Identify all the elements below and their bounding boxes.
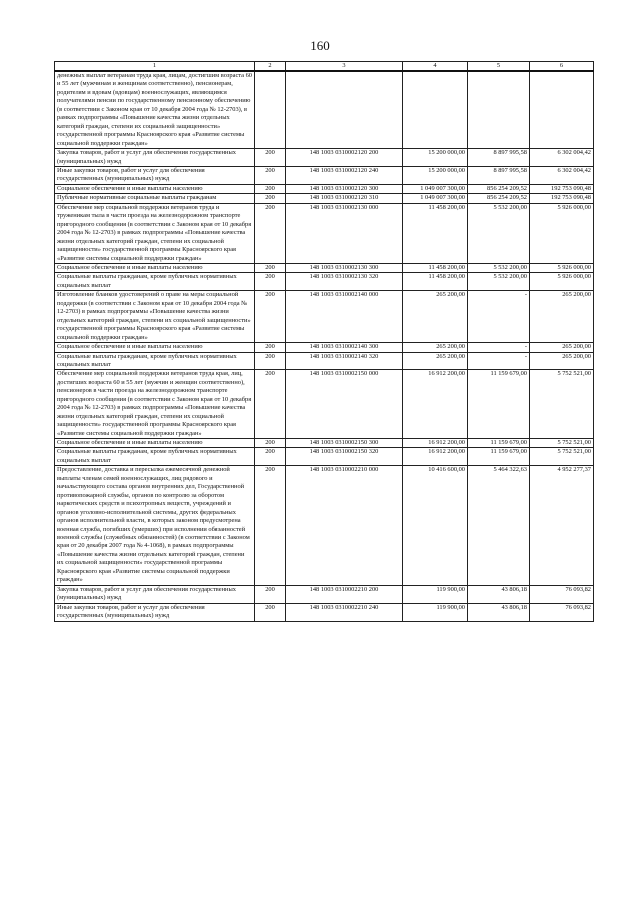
table-row: [55, 448, 594, 466]
row-code-cell: 148 1003 0310002130 320: [286, 273, 403, 291]
row-code-cell: 148 1003 0310002120 300: [286, 184, 403, 193]
row-remaining-sum-cell: [530, 71, 594, 149]
table-row: [55, 352, 594, 370]
row-code-cell: 148 1003 0310002210 200: [286, 585, 403, 603]
row-approved-sum-cell: 265 200,00: [403, 291, 468, 343]
row-executed-sum-cell: 5 532 200,00: [468, 263, 530, 272]
row-name-cell: Социальное обеспечение и иные выплаты населению: [55, 439, 255, 448]
column-header: 3: [286, 62, 403, 72]
row-approved-sum-cell: [403, 71, 468, 149]
row-name-cell: Обеспечение мер социальной поддержки ветеранов труда и труженикам тыла в части проезда на железнодорожном транспорте пригородного сообщения (в соответствии с Законом края от 10 декабря 2004 года № 12-2703) в рамках подпрограммы «Повышение качества жизни отдельных категорий граждан, степени их социальной защищенности» государственной программы Красноярского края «Развитие системы социальной поддержки граждан»: [55, 203, 255, 263]
page-number: 160: [310, 38, 330, 53]
column-header: 4: [403, 62, 468, 72]
row-name-cell: Социальное обеспечение и иные выплаты населению: [55, 263, 255, 272]
row-code-cell: [286, 71, 403, 149]
table-header-row: [55, 62, 594, 72]
row-executed-sum-cell: 856 254 209,52: [468, 194, 530, 203]
row-approved-sum-cell: 16 912 200,00: [403, 370, 468, 439]
table-row: [55, 370, 594, 439]
table-row: [55, 166, 594, 184]
row-kvr-cell: 200: [255, 166, 286, 184]
row-code-cell: 148 1003 0310002210 240: [286, 603, 403, 621]
row-executed-sum-cell: 11 159 679,00: [468, 370, 530, 439]
row-name-cell: Социальное обеспечение и иные выплаты населению: [55, 184, 255, 193]
table-row: [55, 263, 594, 272]
row-approved-sum-cell: 11 458 200,00: [403, 263, 468, 272]
row-kvr-cell: 200: [255, 585, 286, 603]
row-kvr-cell: 200: [255, 352, 286, 370]
table-row: [55, 273, 594, 291]
row-name-cell: Закупка товаров, работ и услуг для обеспечения государственных (муниципальных) нужд: [55, 149, 255, 167]
row-kvr-cell: 200: [255, 273, 286, 291]
row-remaining-sum-cell: 6 302 004,42: [530, 166, 594, 184]
row-approved-sum-cell: 1 049 007 300,00: [403, 184, 468, 193]
row-name-cell: Предоставление, доставка и пересылка ежемесячной денежной выплаты членам семей военнослужащих, лиц рядового и начальствующего состава органов внутренних дел, Государственной противопожарной службы, органов по контролю за оборотом наркотических средств и психотропных веществ, учреждений и органов уголовно-исполнительной системы, других федеральных органов исполнительной власти, в которых законом предусмотрена военная служба, погибших (умерших) при исполнении обязанностей военной службы (служебных обязанностей) (в соответствии с Законом края от 20 декабря 2007 года № 4-1068), в рамках подпрограммы «Повышение качества жизни отдельных категорий граждан, степени их социальной защищенности» государственной программы Красноярского края «Развитие системы социальной поддержки граждан»: [55, 466, 255, 585]
row-name-cell: денежных выплат ветеранам труда края, лицам, достигшим возраста 60 и 55 лет (мужчинам и женщинам соответственно), пенсионерам, родителям и вдовам (вдовцам) военнослужащих, являющимся получателями пенсии по государственному пенсионному обеспечению (в соответствии с Законом края от 10 декабря 2004 года № 12-2703), в рамках подпрограммы «Повышение качества жизни отдельных категорий граждан, степени их социальной защищенности» государственной программы Красноярского края «Развитие системы социальной поддержки граждан»: [55, 71, 255, 149]
row-remaining-sum-cell: 265 200,00: [530, 352, 594, 370]
row-remaining-sum-cell: 265 200,00: [530, 291, 594, 343]
row-approved-sum-cell: 1 049 007 300,00: [403, 194, 468, 203]
table-row: [55, 194, 594, 203]
table-row: [55, 466, 594, 585]
row-code-cell: 148 1003 0310002120 240: [286, 166, 403, 184]
row-remaining-sum-cell: 192 753 090,48: [530, 194, 594, 203]
row-name-cell: Иные закупки товаров, работ и услуг для обеспечения государственных (муниципальных) нужд: [55, 603, 255, 621]
column-header: 1: [55, 62, 255, 72]
row-name-cell: Изготовление бланков удостоверений о праве на меры социальной поддержки (в соответствии с Законом края от 10 декабря 2004 года № 12-2703) в рамках подпрограммы «Повышение качества жизни отдельных категорий граждан, степени их социальной защищенности» государственной программы Красноярского края «Развитие системы социальной поддержки граждан»: [55, 291, 255, 343]
row-remaining-sum-cell: 4 952 277,37: [530, 466, 594, 585]
row-name-cell: Социальные выплаты гражданам, кроме публичных нормативных социальных выплат: [55, 273, 255, 291]
table-row: [55, 203, 594, 263]
row-executed-sum-cell: 43 806,18: [468, 603, 530, 621]
row-kvr-cell: [255, 71, 286, 149]
row-name-cell: Иные закупки товаров, работ и услуг для обеспечения государственных (муниципальных) нужд: [55, 166, 255, 184]
row-code-cell: 148 1003 0310002140 320: [286, 352, 403, 370]
row-kvr-cell: 200: [255, 603, 286, 621]
row-executed-sum-cell: 5 464 322,63: [468, 466, 530, 585]
row-kvr-cell: 200: [255, 370, 286, 439]
row-name-cell: Социальные выплаты гражданам, кроме публичных нормативных социальных выплат: [55, 352, 255, 370]
row-name-cell: Социальные выплаты гражданам, кроме публичных нормативных социальных выплат: [55, 448, 255, 466]
row-code-cell: 148 1003 0310002150 300: [286, 439, 403, 448]
row-approved-sum-cell: 265 200,00: [403, 343, 468, 352]
row-remaining-sum-cell: 5 752 521,00: [530, 439, 594, 448]
row-kvr-cell: 200: [255, 194, 286, 203]
row-code-cell: 148 1003 0310002140 300: [286, 343, 403, 352]
row-executed-sum-cell: 43 806,18: [468, 585, 530, 603]
table-row: [55, 184, 594, 193]
row-approved-sum-cell: 119 900,00: [403, 585, 468, 603]
row-kvr-cell: 200: [255, 184, 286, 193]
row-kvr-cell: 200: [255, 263, 286, 272]
row-executed-sum-cell: -: [468, 343, 530, 352]
row-approved-sum-cell: 11 458 200,00: [403, 273, 468, 291]
row-name-cell: Обеспечение мер социальной поддержки ветеранов труда края, лиц, достигших возраста 60 и 55 лет (мужчин и женщин соответственно), пенсионеров в части проезда на железнодорожном транспорте пригородного сообщения (в соответствии с Законом края от 10 декабря 2004 года № 12-2703) в рамках подпрограммы «Повышение качества жизни отдельных категорий граждан, степени их социальной защищенности» государственной программы Красноярского края «Развитие системы социальной поддержки граждан»: [55, 370, 255, 439]
row-remaining-sum-cell: 5 752 521,00: [530, 370, 594, 439]
row-code-cell: 148 1003 0310002130 000: [286, 203, 403, 263]
row-remaining-sum-cell: 5 926 000,00: [530, 203, 594, 263]
row-remaining-sum-cell: 5 752 521,00: [530, 448, 594, 466]
column-header: 5: [468, 62, 530, 72]
row-code-cell: 148 1003 0310002140 000: [286, 291, 403, 343]
row-executed-sum-cell: -: [468, 352, 530, 370]
row-remaining-sum-cell: 76 093,82: [530, 603, 594, 621]
row-code-cell: 148 1003 0310002120 310: [286, 194, 403, 203]
row-approved-sum-cell: 265 200,00: [403, 352, 468, 370]
row-remaining-sum-cell: 6 302 004,42: [530, 149, 594, 167]
row-executed-sum-cell: [468, 71, 530, 149]
table-row: [55, 149, 594, 167]
row-remaining-sum-cell: 5 926 000,00: [530, 273, 594, 291]
row-executed-sum-cell: 8 897 995,58: [468, 149, 530, 167]
row-executed-sum-cell: 5 532 200,00: [468, 273, 530, 291]
row-kvr-cell: 200: [255, 343, 286, 352]
row-executed-sum-cell: 8 897 995,58: [468, 166, 530, 184]
row-name-cell: Социальное обеспечение и иные выплаты населению: [55, 343, 255, 352]
row-approved-sum-cell: 15 200 000,00: [403, 166, 468, 184]
row-code-cell: 148 1003 0310002150 320: [286, 448, 403, 466]
budget-table: [54, 61, 594, 622]
column-header: 6: [530, 62, 594, 72]
column-header: 2: [255, 62, 286, 72]
row-name-cell: Публичные нормативные социальные выплаты гражданам: [55, 194, 255, 203]
row-approved-sum-cell: 16 912 200,00: [403, 439, 468, 448]
row-code-cell: 148 1003 0310002120 200: [286, 149, 403, 167]
row-kvr-cell: 200: [255, 439, 286, 448]
row-kvr-cell: 200: [255, 466, 286, 585]
row-executed-sum-cell: 11 159 679,00: [468, 439, 530, 448]
table-row: [55, 71, 594, 149]
table-row: [55, 291, 594, 343]
row-approved-sum-cell: 11 458 200,00: [403, 203, 468, 263]
row-remaining-sum-cell: 5 926 000,00: [530, 263, 594, 272]
row-kvr-cell: 200: [255, 291, 286, 343]
row-kvr-cell: 200: [255, 149, 286, 167]
row-executed-sum-cell: -: [468, 291, 530, 343]
row-remaining-sum-cell: 76 093,82: [530, 585, 594, 603]
row-executed-sum-cell: 856 254 209,52: [468, 184, 530, 193]
row-name-cell: Закупка товаров, работ и услуг для обеспечения государственных (муниципальных) нужд: [55, 585, 255, 603]
row-remaining-sum-cell: 265 200,00: [530, 343, 594, 352]
row-code-cell: 148 1003 0310002150 000: [286, 370, 403, 439]
table-row: [55, 343, 594, 352]
row-approved-sum-cell: 10 416 600,00: [403, 466, 468, 585]
row-executed-sum-cell: 11 159 679,00: [468, 448, 530, 466]
row-code-cell: 148 1003 0310002210 000: [286, 466, 403, 585]
row-code-cell: 148 1003 0310002130 300: [286, 263, 403, 272]
row-approved-sum-cell: 15 200 000,00: [403, 149, 468, 167]
row-kvr-cell: 200: [255, 448, 286, 466]
row-executed-sum-cell: 5 532 200,00: [468, 203, 530, 263]
row-remaining-sum-cell: 192 753 090,48: [530, 184, 594, 193]
row-approved-sum-cell: 16 912 200,00: [403, 448, 468, 466]
row-kvr-cell: 200: [255, 203, 286, 263]
table-row: [55, 585, 594, 603]
table-row: [55, 603, 594, 621]
table-row: [55, 439, 594, 448]
row-approved-sum-cell: 119 900,00: [403, 603, 468, 621]
